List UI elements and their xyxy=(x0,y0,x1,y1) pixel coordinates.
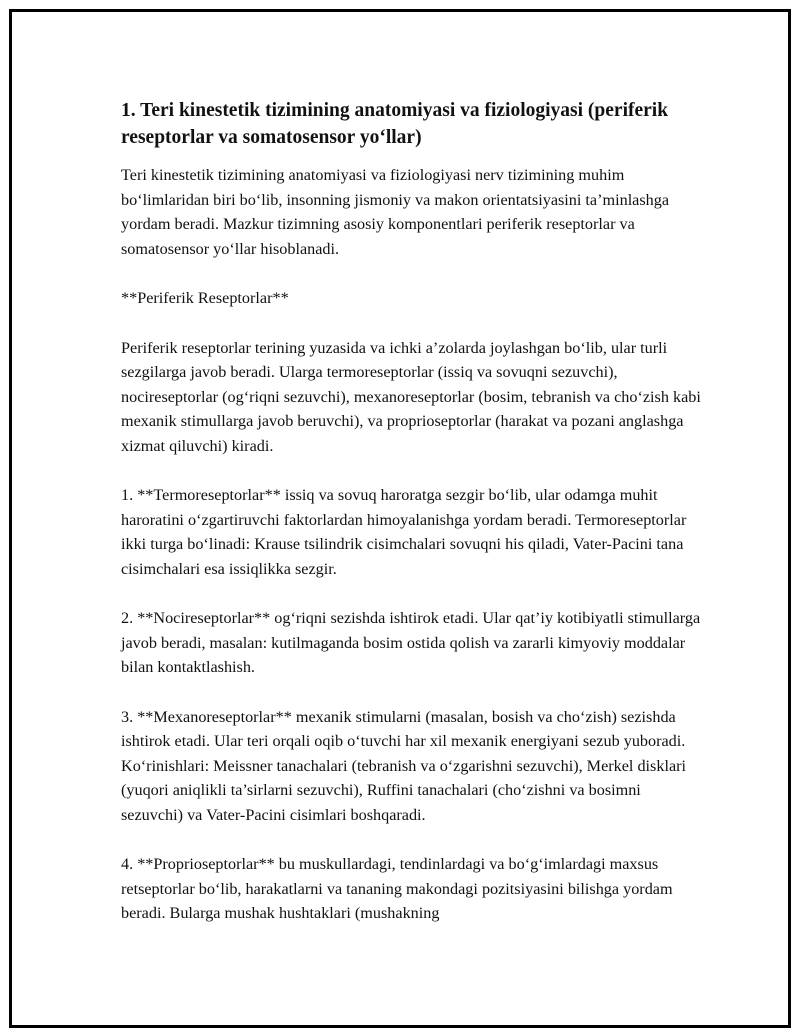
section-heading-periferik-reseptorlar: **Periferik Reseptorlar** xyxy=(121,289,289,307)
mexanoreseptorlar-paragraph: 3. **Mexanoreseptorlar** mexanik stimularni (masalan, bosish va cho‘zish) sezishda ishtirok etadi. Ular teri orqali oqib o‘tuvchi har xil mexanik energiyani sezub yuboradi. Ko‘rinishlari: Meissner tanachalari (tebranish va o‘zgarishni sezuvchi), Merkel disklari (yuqori aniqlikli ta’sirlarni sezuvchi), Ruffini tanachalari (cho‘zishni va bosimni sezuvchi) va Vater-Pacini cisimlari boshqaradi. xyxy=(121,707,687,824)
termoreseptorlar-paragraph: 1. **Termoreseptorlar** issiq va sovuq haroratga sezgir bo‘lib, ular odamga muhit haroratini o‘zgartiruvchi faktorlardan himoyalanishga yordam beradi. Termoreseptorlar ikki turga bo‘linadi: Krause tsilindrik cisimchalari sovuqni his qiladi, Vater-Pacini tana cisimchalari esa issiqlikka sezgir. xyxy=(121,486,687,578)
document-body xyxy=(121,97,701,951)
proprioseptorlar-paragraph: 4. **Proprioseptorlar** bu muskullardagi, tendinlardagi va bo‘g‘imlardagi maxsus retseptorlar bo‘lib, harakatlarni va tananing makondagi pozitsiyasini bilishga yordam beradi. Bularga mushak hushtaklari (mushakning xyxy=(121,855,673,922)
receptors-overview-paragraph: Periferik reseptorlar terining yuzasida va ichki a’zolarda joylashgan bo‘lib, ular turli sezgilarga javob beradi. Ularga termoreseptorlar (issiq va sovuqni sezuvchi), nocireseptorlar (og‘riqni sezuvchi), mexanoreseptorlar (bosim, tebranish va cho‘zish kabi mexanik stimullarga javob beruvchi), va proprioseptorlar (harakat va pozani anglashga xizmat qiluvchi) kiradi. xyxy=(121,338,701,455)
document-title: 1. Teri kinestetik tizimining anatomiyasi va fiziologiyasi (periferik reseptorlar va somatosensor yo‘llar) xyxy=(121,100,669,148)
nocireseptorlar-paragraph: 2. **Nocireseptorlar** og‘riqni sezishda ishtirok etadi. Ular qat’iy kotibiyatli stimullarga javob beradi, masalan: kutilmaganda bosim ostida qolish va zararli kimyoviy moddalar bilan kontaktlashish. xyxy=(121,609,701,676)
intro-paragraph: Teri kinestetik tizimining anatomiyasi va fiziologiyasi nerv tizimining muhim bo‘limlaridan biri bo‘lib, insonning jismoniy va makon orientatsiyasini ta’minlashga yordam beradi. Mazkur tizimning asosiy komponentlari periferik reseptorlar va somatosensor yo‘llar hisoblanadi. xyxy=(121,166,670,258)
document-page xyxy=(9,9,791,1028)
